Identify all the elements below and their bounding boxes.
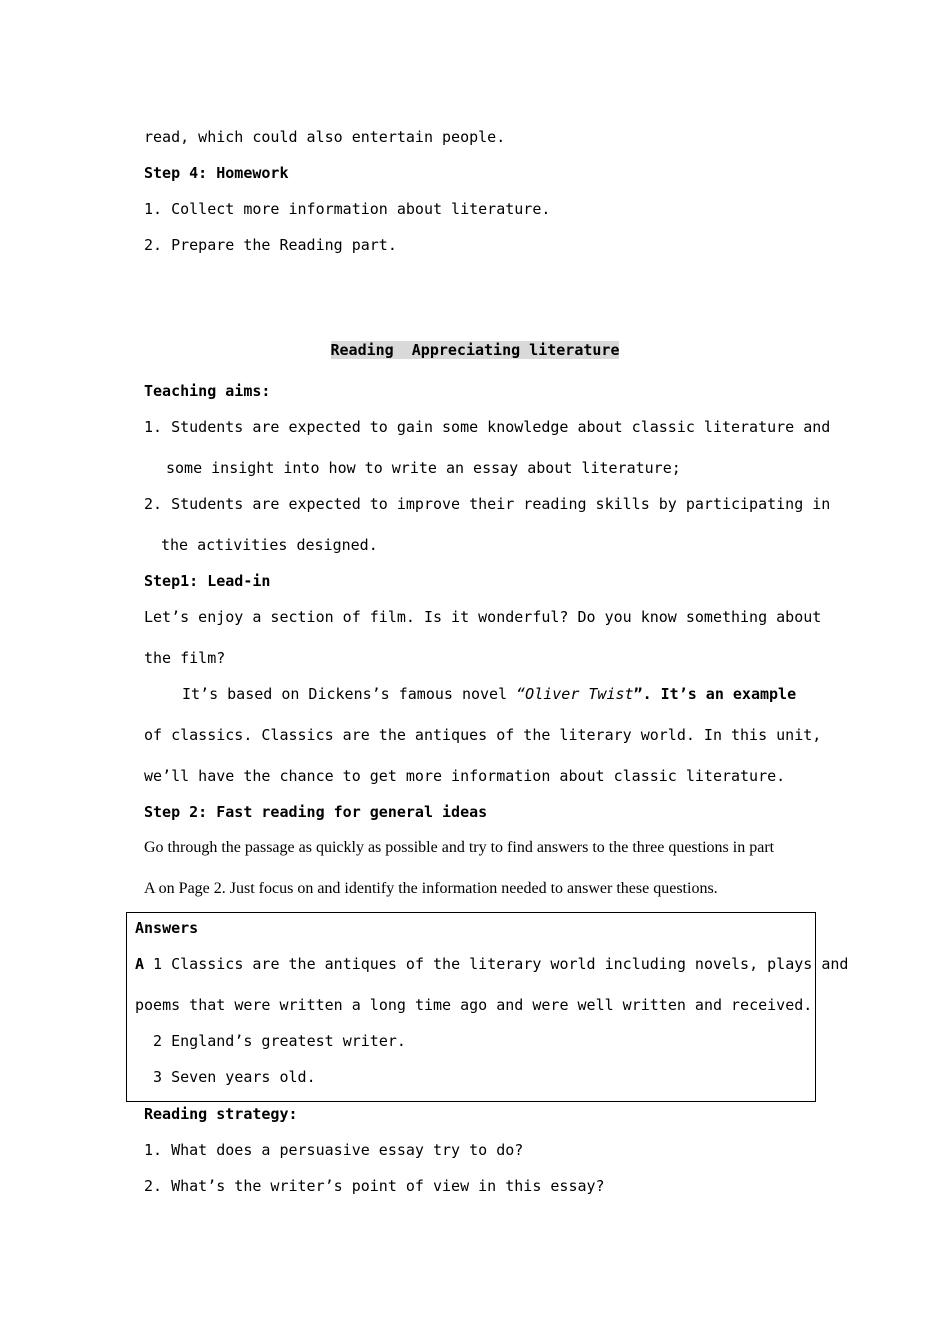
answer-text: 1 Classics are the antiques of the literary world including novels, plays and bbox=[144, 955, 849, 973]
aims-heading: Teaching aims: bbox=[144, 382, 271, 400]
answer-3: 3 Seven years old. bbox=[135, 1068, 316, 1086]
answer-1-line-2: poems that were written a long time ago and were well written and received. bbox=[135, 996, 813, 1014]
aim-1-line-1: 1. Students are expected to gain some knowledge about classic literature and bbox=[144, 418, 831, 436]
aim-1-line-2: some insight into how to write an essay about literature; bbox=[166, 459, 681, 477]
para-line-3: we’ll have the chance to get more information about classic literature. bbox=[144, 767, 786, 785]
continuation-text: read, which could also entertain people. bbox=[144, 128, 506, 146]
step2-heading: Step 2: Fast reading for general ideas bbox=[144, 803, 488, 821]
leadin-line-2: the film? bbox=[144, 649, 226, 667]
answers-heading: Answers bbox=[135, 919, 199, 937]
para-line-2: of classics. Classics are the antiques of the literary world. In this unit, bbox=[144, 726, 822, 744]
answer-2: 2 England’s greatest writer. bbox=[135, 1032, 406, 1050]
novel-title: “Oliver Twist bbox=[516, 685, 634, 703]
oliver-twist-paragraph bbox=[182, 684, 796, 704]
section-title: Reading Appreciating literature bbox=[330, 341, 620, 359]
section-title-wrap bbox=[0, 340, 950, 360]
leadin-line-1: Let’s enjoy a section of film. Is it wonderful? Do you know something about bbox=[144, 608, 822, 626]
step1-heading: Step1: Lead-in bbox=[144, 572, 271, 590]
aim-2-line-1: 2. Students are expected to improve their reading skills by participating in bbox=[144, 495, 831, 513]
fast-reading-line-1: Go through the passage as quickly as possible and try to find answers to the three questions in part bbox=[144, 839, 775, 856]
answer-label: A bbox=[135, 955, 145, 973]
strategy-question: 2. What’s the writer’s point of view in this essay? bbox=[144, 1177, 605, 1195]
answer-1-line-1 bbox=[135, 954, 848, 974]
aim-2-line-2: the activities designed. bbox=[161, 536, 378, 554]
strategy-heading: Reading strategy: bbox=[144, 1105, 298, 1123]
fast-reading-line-2: A on Page 2. Just focus on and identify the information needed to answer these questions. bbox=[144, 880, 718, 897]
homework-item: 2. Prepare the Reading part. bbox=[144, 236, 397, 254]
para-text: It’s based on Dickens’s famous novel bbox=[182, 685, 517, 703]
homework-item: 1. Collect more information about literature. bbox=[144, 200, 551, 218]
para-text: ”. It’s an example bbox=[633, 685, 797, 703]
answers-box bbox=[126, 912, 849, 1102]
step4-heading: Step 4: Homework bbox=[144, 164, 289, 182]
strategy-question: 1. What does a persuasive essay try to do? bbox=[144, 1141, 524, 1159]
